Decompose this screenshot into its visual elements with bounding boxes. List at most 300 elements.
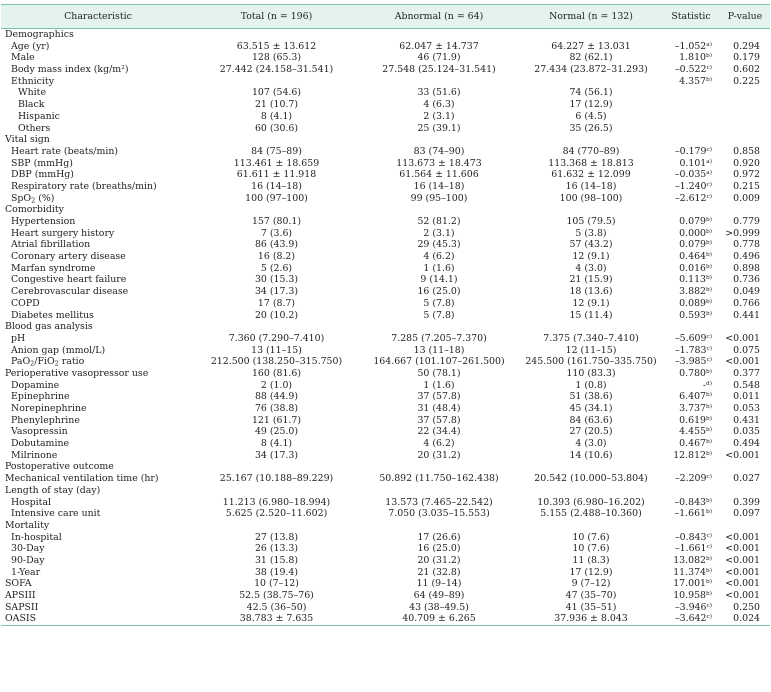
p-value-cell: >0.999 (725, 227, 760, 239)
table-row (1, 29, 770, 41)
characteristic-label (1, 450, 195, 462)
statistic-footnote-marker: c) (706, 602, 712, 609)
characteristic-label (1, 508, 195, 520)
statistic-value: 12.812 (673, 449, 707, 461)
abnormal-cell: 31 (48.4) (417, 403, 461, 414)
table-row (1, 380, 770, 392)
abnormal-cell: 16 (25.0) (417, 543, 461, 555)
characteristic-label (1, 356, 195, 368)
total-cell: 5 (2.6) (260, 262, 293, 274)
total-cell: 60 (30.6) (254, 122, 299, 134)
total-cell: 34 (17.3) (254, 449, 299, 461)
abnormal-cell: 22 (34.4) (417, 426, 461, 438)
statistic-footnote-marker: b) (706, 591, 712, 597)
characteristic-label (1, 543, 195, 555)
normal-cell: 4 (3.0) (575, 438, 607, 450)
label-text: Intensive care unit (11, 508, 101, 520)
abnormal-cell: 62.047 ± 14.737 (399, 40, 479, 52)
section-label (1, 473, 195, 485)
characteristic-label (1, 274, 195, 286)
total-cell: 38.783 ± 7.635 (195, 613, 358, 625)
label-text: DBP (mmHg) (11, 169, 74, 181)
label-text: Respiratory rate (breaths/min) (11, 180, 157, 192)
statistic-footnote-marker: b) (706, 252, 712, 259)
total-cell: 27.442 (24.158–31.541) (219, 64, 334, 76)
normal-cell: 5.155 (2.488–10.360) (540, 508, 642, 520)
statistic-cell (662, 403, 720, 415)
statistic-cell (662, 426, 720, 438)
label-text: Phenylephrine (11, 414, 80, 426)
abnormal-cell: 46 (71.9) (417, 52, 461, 64)
abnormal-cell: 37 (57.8) (417, 414, 461, 426)
characteristic-label (1, 228, 195, 240)
normal-cell: 47 (35–70) (565, 590, 617, 601)
normal-cell: 7.375 (7.340–7.410) (543, 332, 639, 344)
table-row (1, 555, 770, 567)
p-value-cell (720, 204, 770, 216)
statistic-cell (662, 123, 720, 135)
statistic-cell (662, 473, 720, 485)
table-row (1, 169, 770, 181)
statistic-cell (662, 310, 720, 322)
normal-cell (520, 76, 662, 88)
section-label (1, 613, 195, 625)
statistic-cell (662, 29, 720, 41)
label-text: PaO (11, 356, 31, 368)
table-row (1, 403, 770, 415)
statistic-cell (662, 567, 720, 579)
label-text: Length of stay (day) (5, 484, 101, 496)
abnormal-cell: 1 (1.6) (423, 379, 455, 391)
statistic-footnote-marker: a) (706, 170, 712, 177)
characteristic-label (1, 310, 195, 322)
table-header-row (1, 5, 770, 29)
characteristic-label (1, 426, 195, 438)
section-label (1, 602, 195, 614)
table-row (1, 41, 770, 53)
table-row (1, 99, 770, 111)
statistic-value: –0.843 (674, 496, 707, 508)
statistic-cell (662, 450, 720, 462)
abnormal-cell (358, 321, 520, 333)
p-value-cell (720, 520, 770, 532)
total-cell (195, 520, 358, 532)
total-cell: 63.515 ± 13.612 (236, 40, 317, 52)
statistic-cell (662, 345, 720, 357)
statistic-footnote-marker: b) (706, 228, 712, 235)
abnormal-cell: 40.709 ± 6.265 (358, 613, 520, 625)
total-cell: 42.5 (36–50) (246, 601, 307, 613)
abnormal-cell: 17 (26.6) (417, 531, 461, 543)
label-text: Diabetes mellitus (11, 309, 94, 321)
table-row (1, 321, 770, 333)
p-value-cell: 0.441 (733, 309, 760, 321)
statistic-cell (662, 555, 720, 567)
label-text: Dopamine (11, 379, 60, 391)
table-row (1, 146, 770, 158)
p-value-cell: 0.766 (733, 297, 760, 309)
p-value-cell: 0.602 (733, 64, 760, 76)
statistic-cell (662, 415, 720, 427)
p-value-cell: 0.736 (733, 274, 760, 286)
p-value-cell: 0.898 (733, 262, 760, 274)
header-p-value: P-value (720, 5, 770, 29)
abnormal-cell: 43 (38–49.5) (409, 601, 469, 613)
characteristic-label (1, 41, 195, 53)
label-text: Age (yr) (11, 40, 50, 52)
label-text: Hispanic (18, 110, 60, 122)
p-value-cell (720, 87, 770, 99)
section-label (1, 520, 195, 532)
statistic-cell (662, 216, 720, 228)
table-row (1, 473, 770, 485)
abnormal-cell: 4 (6.3) (423, 99, 455, 111)
statistic-footnote-marker: c) (706, 333, 712, 340)
statistic-footnote-marker: b) (706, 509, 712, 516)
p-value-cell (720, 134, 770, 146)
baseline-characteristics-table (1, 4, 770, 626)
statistic-footnote-marker: a) (706, 158, 712, 165)
abnormal-cell: 4 (6.2) (423, 438, 455, 450)
section-label (1, 204, 195, 216)
abnormal-cell: 7.050 (3.035–15.553) (388, 508, 490, 520)
total-cell: 34 (17.3) (254, 286, 299, 298)
table-row (1, 123, 770, 135)
normal-cell: 27 (20.5) (569, 426, 613, 438)
table-row (1, 134, 770, 146)
p-value-cell: 0.075 (733, 344, 760, 356)
statistic-value: –1.661 (674, 508, 707, 520)
statistic-value: –0.522 (674, 64, 707, 76)
label-text: Vasopressin (11, 426, 68, 438)
table-row (1, 438, 770, 450)
statistic-value: 0.113 (679, 274, 707, 286)
abnormal-cell: 50 (78.1) (417, 367, 461, 379)
statistic-cell (662, 368, 720, 380)
abnormal-cell: 20 (31.2) (417, 449, 461, 461)
statistic-cell (662, 590, 720, 602)
abnormal-cell (358, 461, 520, 473)
section-label (1, 321, 195, 333)
statistic-value: 0.101 (679, 157, 707, 169)
statistic-cell (662, 321, 720, 333)
table-row (1, 193, 770, 205)
abnormal-cell (358, 29, 520, 41)
normal-cell: 1 (0.8) (575, 379, 607, 391)
label-text: COPD (11, 297, 40, 309)
label-text: Perioperative vasopressor use (5, 367, 149, 379)
characteristic-label (1, 239, 195, 251)
label-text: Anion gap (mmol/L) (11, 344, 106, 356)
abnormal-cell: 64 (49–89) (413, 590, 465, 601)
section-label (1, 578, 195, 590)
total-cell: 107 (54.6) (251, 87, 302, 99)
statistic-footnote-marker: b) (706, 76, 712, 83)
table-row (1, 181, 770, 193)
statistic-footnote-marker: b) (706, 368, 712, 375)
statistic-value: 0.780 (679, 367, 707, 379)
statistic-value: 1.810 (679, 52, 707, 64)
statistic-cell (662, 146, 720, 158)
statistic-cell (662, 508, 720, 520)
p-value-cell: <0.001 (725, 332, 760, 344)
section-label (1, 461, 195, 473)
section-label (1, 134, 195, 146)
characteristic-label (1, 193, 195, 205)
characteristic-label (1, 286, 195, 298)
p-value-cell: 0.377 (733, 367, 760, 379)
table-row (1, 368, 770, 380)
statistic-value: 10.958 (673, 590, 707, 601)
total-cell (195, 204, 358, 216)
header-characteristic: Characteristic (1, 5, 195, 29)
normal-cell (520, 520, 662, 532)
label-suffix: /FiO (34, 356, 55, 368)
normal-cell (520, 29, 662, 41)
total-cell: 17 (8.7) (257, 297, 296, 309)
table-row (1, 578, 770, 590)
table-row (1, 333, 770, 345)
statistic-value: –3.946 (674, 601, 707, 613)
statistic-cell (662, 251, 720, 263)
table-row (1, 263, 770, 275)
statistic-footnote-marker: b) (706, 450, 712, 457)
statistic-footnote-marker: a) (706, 41, 712, 48)
normal-cell: 16 (14–18) (565, 180, 617, 192)
normal-cell: 105 (79.5) (566, 216, 616, 227)
table-row (1, 508, 770, 520)
p-value-cell (720, 99, 770, 111)
statistic-cell (662, 497, 720, 509)
label-text: 1-Year (11, 566, 41, 578)
table-row (1, 111, 770, 123)
statistic-value: 0.464 (679, 251, 707, 263)
normal-cell: 4 (3.0) (575, 262, 607, 274)
statistic-value: 4.455 (679, 426, 707, 438)
statistic-cell (662, 181, 720, 193)
table-row (1, 391, 770, 403)
characteristic-label (1, 76, 195, 88)
table-row (1, 310, 770, 322)
normal-cell: 17 (12.9) (569, 566, 613, 578)
abnormal-cell (358, 204, 520, 216)
table-row (1, 298, 770, 310)
label-text: Black (18, 99, 45, 111)
section-label (1, 29, 195, 41)
statistic-cell (662, 204, 720, 216)
normal-cell: 17 (12.9) (569, 99, 613, 111)
table-row (1, 216, 770, 228)
abnormal-cell (358, 134, 520, 146)
baseline-characteristics-table-container (1, 4, 770, 626)
table-row (1, 345, 770, 357)
label-text: pH (11, 332, 26, 344)
total-cell: 2 (1.0) (260, 379, 293, 391)
normal-cell: 18 (13.6) (569, 286, 613, 298)
abnormal-cell: 25 (39.1) (417, 122, 461, 134)
p-value-cell: 0.431 (733, 414, 760, 426)
statistic-cell (662, 76, 720, 88)
statistic-cell (662, 380, 720, 392)
section-label (1, 368, 195, 380)
normal-cell: 110 (83.3) (566, 367, 616, 379)
p-value-cell: 0.778 (733, 239, 760, 251)
p-value-cell: 0.399 (733, 496, 760, 508)
statistic-value: - (702, 379, 707, 391)
statistic-value: 0.089 (679, 297, 707, 309)
statistic-cell (662, 532, 720, 544)
section-label (1, 590, 195, 602)
normal-cell: 100 (98–100) (559, 192, 623, 204)
total-cell: 100 (97–100) (245, 192, 308, 204)
total-cell: 157 (80.1) (251, 216, 302, 227)
statistic-cell (662, 391, 720, 403)
abnormal-cell: 7.285 (7.205–7.370) (391, 332, 487, 344)
table-row (1, 543, 770, 555)
statistic-footnote-marker: c) (706, 345, 712, 352)
abnormal-cell: 5 (7.8) (423, 297, 455, 309)
statistic-value: 0.593 (679, 309, 707, 321)
normal-cell: 35 (26.5) (569, 122, 613, 134)
abnormal-cell: 164.667 (101.107–261.500) (373, 356, 505, 368)
characteristic-label (1, 263, 195, 275)
table-row (1, 415, 770, 427)
p-value-cell (720, 321, 770, 333)
statistic-cell (662, 520, 720, 532)
statistic-footnote-marker: b) (706, 217, 712, 223)
p-value-cell: 0.035 (733, 426, 760, 438)
normal-cell (520, 321, 662, 333)
normal-cell (520, 204, 662, 216)
characteristic-label (1, 380, 195, 392)
statistic-value: 3.737 (679, 403, 707, 414)
label-text: Norepinephrine (11, 403, 87, 414)
p-value-cell: <0.001 (725, 578, 760, 590)
header-normal: Normal (n = 132) (520, 5, 662, 29)
normal-cell (520, 485, 662, 497)
normal-cell: 64.227 ± 13.031 (551, 40, 631, 52)
label-superscript: 2 (121, 65, 125, 72)
statistic-cell (662, 64, 720, 76)
statistic-footnote-marker: b) (706, 298, 712, 305)
table-row (1, 532, 770, 544)
characteristic-label (1, 391, 195, 403)
label-text: Milrinone (11, 449, 58, 461)
total-cell: 25.167 (10.188–89.229) (219, 473, 334, 485)
normal-cell: 41 (35–51) (565, 601, 617, 613)
statistic-footnote-marker: b) (706, 579, 712, 586)
statistic-cell (662, 41, 720, 53)
normal-cell: 27.434 (23.872–31.293) (534, 64, 648, 76)
label-text: Coronary artery disease (11, 251, 126, 263)
statistic-footnote-marker: b) (706, 567, 712, 574)
abnormal-cell: 20 (31.2) (417, 554, 461, 566)
statistic-value: 0.000 (679, 227, 707, 239)
statistic-cell (662, 52, 720, 64)
p-value-cell: 0.027 (733, 473, 760, 485)
table-row (1, 204, 770, 216)
statistic-footnote-marker: b) (706, 53, 712, 60)
label-text: Blood gas analysis (5, 321, 93, 333)
normal-cell: 10 (7.6) (572, 531, 610, 543)
p-value-cell: 0.920 (733, 157, 760, 169)
statistic-cell (662, 263, 720, 275)
p-value-cell: 0.225 (733, 75, 760, 87)
table-row (1, 461, 770, 473)
normal-cell (520, 461, 662, 473)
total-cell: 8 (4.1) (260, 438, 293, 450)
total-cell: 31 (15.8) (254, 554, 299, 566)
p-value-cell: <0.001 (725, 356, 760, 368)
statistic-cell (662, 613, 720, 625)
label-text: Others (18, 122, 51, 134)
statistic-footnote-marker: c) (706, 614, 712, 621)
total-cell (195, 29, 358, 41)
normal-cell: 113.368 ± 18.813 (548, 157, 634, 169)
statistic-value: 0.619 (679, 414, 707, 426)
total-cell: 10 (7–12) (254, 578, 299, 590)
characteristic-label (1, 123, 195, 135)
p-value-cell: 0.250 (733, 601, 760, 613)
p-value-cell: 0.215 (733, 180, 760, 192)
characteristic-label (1, 99, 195, 111)
statistic-value: 0.079 (679, 239, 707, 251)
abnormal-cell: 29 (45.3) (417, 239, 461, 251)
normal-cell: 12 (9.1) (572, 297, 610, 309)
p-value-cell: 0.496 (733, 251, 760, 263)
normal-cell: 14 (10.6) (569, 449, 613, 461)
statistic-cell (662, 461, 720, 473)
header-statistic: Statistic (662, 5, 720, 29)
label-text: Epinephrine (11, 391, 70, 403)
characteristic-label (1, 497, 195, 509)
characteristic-label (1, 403, 195, 415)
total-cell (195, 485, 358, 497)
table-row (1, 87, 770, 99)
label-text: SBP (mmHg) (11, 157, 73, 169)
normal-cell: 12 (11–15) (565, 344, 617, 356)
p-value-cell: 0.294 (733, 40, 760, 52)
statistic-value: 11.374 (673, 566, 707, 578)
characteristic-label (1, 146, 195, 158)
characteristic-label (1, 415, 195, 427)
statistic-value: –5.609 (674, 332, 707, 344)
label-text: Marfan syndrome (11, 262, 96, 274)
statistic-value: 17.001 (673, 578, 707, 590)
label-subscript: 2 (30, 359, 35, 368)
total-cell: 86 (43.9) (254, 239, 299, 251)
normal-cell: 9 (7–12) (571, 578, 611, 590)
total-cell: 20 (10.2) (254, 309, 299, 321)
statistic-value: –1.240 (674, 180, 707, 192)
abnormal-cell: 21 (32.8) (417, 566, 461, 578)
normal-cell: 74 (56.1) (569, 87, 613, 99)
table-row (1, 52, 770, 64)
label-text: Body mass index (kg/m (11, 64, 122, 76)
normal-cell: 51 (38.6) (569, 391, 613, 403)
statistic-value: –1.783 (674, 344, 707, 356)
characteristic-label (1, 532, 195, 544)
statistic-footnote-marker: d) (706, 380, 712, 387)
label-suffix: ) (124, 64, 129, 76)
statistic-footnote-marker: c) (706, 474, 712, 481)
statistic-footnote-marker: c) (706, 532, 712, 539)
label-suffix: (%) (35, 192, 55, 204)
p-value-cell (720, 461, 770, 473)
statistic-value: 3.882 (679, 286, 707, 298)
abnormal-cell: 13 (11–18) (413, 344, 465, 356)
p-value-cell: <0.001 (725, 590, 760, 601)
